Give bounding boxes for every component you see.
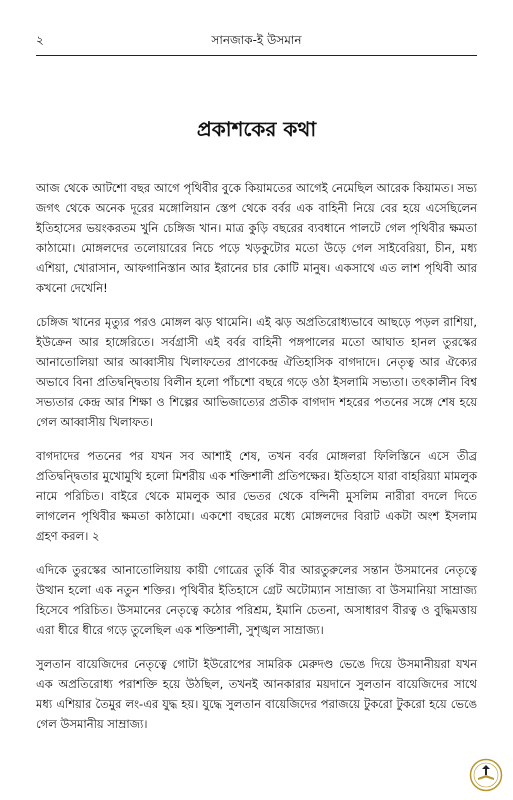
paragraph-1: আজ থেকে আটশো বছর আগে পৃথিবীর বুকে কিয়ামতের আগেই নেমেছিল আরেক কিয়ামত। সভ্য জগৎ থেকে অনেক দূরের মঙ্গোলিয়ান স্তেপ থেকে বর্বর এক বাহিনী নিয়ে বের হয়ে এসেছিলেন ইতিহাসের ভয়ংকরতম খুনি চেঙ্গিজ খান। মাত্র কুড়ি বছরের ব্যবধানে পালটে গেল পৃথিবীর ক্ষমতা কাঠামো। মোঙ্গলদের তলোয়ারের নিচে পড়ে খড়কুটোর মতো উড়ে গেল সাইবেরিয়া, চীন, মধ্য এশিয়া, খোরাসান, আফগানিস্তান আর ইরানের চার কোটি মানুষ। একসাথে এত লাশ পৃথিবী আর কখনো দেখেনি! <box>36 181 477 295</box>
page-number: ২ <box>36 33 44 47</box>
publisher-logo-icon <box>469 758 503 792</box>
running-title: সানজাক-ই উসমান <box>211 33 302 47</box>
paragraph-5: সুলতান বায়েজিদের নেতৃত্বে গোটা ইউরোপের সামরিক মেরুদণ্ড ভেঙে দিয়ে উসমানীয়রা যখন এক অপ্রতিরোধ্য পরাশক্তি হয়ে উঠছিল, তখনই আনকারার ময়দানে সুলতান বায়েজিদের সাথে মধ্য এশিয়ার তৈমুর লং-এর যুদ্ধ হয়। যুদ্ধে সুলতান বায়েজিদের পরাজয়ে টুকরো টুকরো হয়ে ভেঙে গেল উসমানীয় সাম্রাজ্য। <box>36 657 477 731</box>
paragraph-3: বাগদাদের পতনের পর যখন সব আশাই শেষ, তখন বর্বর মোঙ্গলরা ফিলিস্তিনে এসে তীব্র প্রতিদ্বন্দ্বিতার মুখোমুখি হলো মিশরীয় এক শক্তিশালী প্রতিপক্ষের। ইতিহাসে যারা বাহরিয়্যা মামলুক নামে পরিচিত। বাইরে থেকে মামলুক আর ভেতর থেকে বন্দিনী মুসলিম নারীরা বদলে দিতে লাগলেন পৃথিবীর ক্ষমতা কাঠামো। একশো বছরের মধ্যে মোঙ্গলদের বিরাট একটা অংশ ইসলাম গ্রহণ করল। ২ <box>36 449 477 543</box>
body-text <box>36 178 477 748</box>
paragraph-2: চেঙ্গিজ খানের মৃত্যুর পরও মোঙ্গল ঝড় থামেনি। এই ঝড় অপ্রতিরোধ্যভাবে আছড়ে পড়ল রাশিয়া, ইউক্রেন আর হাঙ্গেরিতে। সর্বগ্রাসী এই বর্বর বাহিনী পঙ্গপালের মতো আঘাত হানল তুরস্কের আনাতোলিয়া আর আব্বাসীয় খিলাফতের প্রাণকেন্দ্র ঐতিহাসিক বাগদাদে। নেতৃত্ব আর ঐক্যের অভাবে বিনা প্রতিদ্বন্দ্বিতায় বিলীন হলো পাঁচশো বছরে গড়ে ওঠা ইসলামি সভ্যতা। তৎকালীন বিশ্ব সভ্যতার কেন্দ্র আর শিক্ষা ও শিল্পের আভিজাত্যের প্রতীক বাগদাদ শহরের পতনের সঙ্গে শেষ হয়ে গেল আব্বাসীয় খিলাফত। <box>36 315 477 429</box>
header-divider <box>36 55 477 56</box>
chapter-title: প্রকাশকের কথা <box>196 117 317 141</box>
paragraph-4: এদিকে তুরস্কের আনাতোলিয়ায় কায়ী গোত্রের তুর্কি বীর আরতুরুলের সন্তান উসমানের নেতৃত্বে উত্থান হলো এক নতুন শক্তির। পৃথিবীর ইতিহাসে গ্রেট অটোম্যান সাম্রাজ্য বা উসমানিয়া সাম্রাজ্য হিসেবে পরিচিত। উসমানের নেতৃত্বে কঠোর পরিশ্রম, ইমানি চেতনা, অসাধারণ বীরত্ব ও বুদ্ধিমত্তায় এরা ধীরে ধীরে গড়ে তুলেছিল এক শক্তিশালী, সুশৃঙ্খল সাম্রাজ্য। <box>36 563 477 637</box>
page-header <box>36 32 477 52</box>
